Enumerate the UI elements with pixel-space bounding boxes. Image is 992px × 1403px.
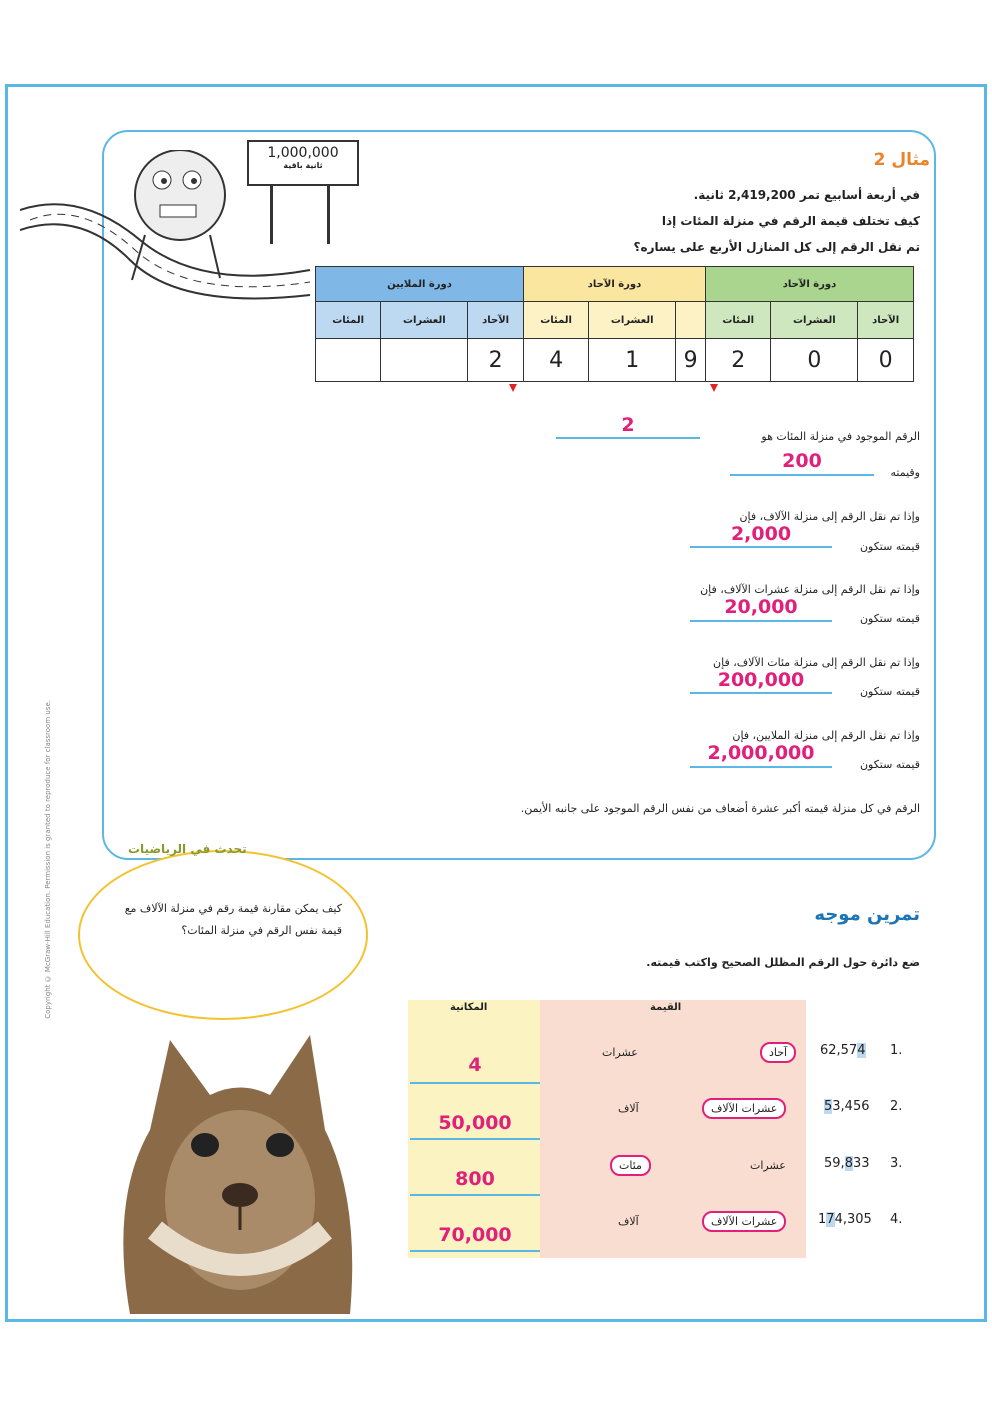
- exercise-number: [820, 1043, 866, 1058]
- exercise-label: 3.: [890, 1156, 903, 1171]
- digit-cell: 1: [589, 339, 676, 382]
- guided-instruction: ضع دائرة حول الرقم المظلل الصحيح واكتب قيمته.: [646, 956, 920, 969]
- number-part: 62,57: [820, 1043, 858, 1058]
- option[interactable]: آلاف: [618, 1102, 639, 1115]
- statement-text: وإذا تم نقل الرقم إلى منزلة الآلاف، فإن: [739, 510, 920, 523]
- guided-practice-title: تمرين موجه: [814, 904, 920, 925]
- highlighted-digit: 8: [844, 1156, 853, 1171]
- group-header: دورة الآحاد: [706, 267, 914, 302]
- answer: 20,000: [724, 596, 798, 618]
- highlighted-digit: 7: [826, 1212, 835, 1227]
- exercise-label: 4.: [890, 1212, 903, 1227]
- example-title: مثال 2: [873, 150, 930, 170]
- place-value-chart: [315, 266, 914, 382]
- answer: 800: [455, 1168, 495, 1190]
- column-header: العشرات: [771, 302, 858, 339]
- column-header: المئات: [316, 302, 381, 339]
- answer-line: [690, 620, 832, 622]
- column-header: العشرات: [381, 302, 468, 339]
- answer: 200: [782, 450, 822, 472]
- example-line-1: في أربعة أسابيع تمر 2,419,200 ثانية.: [693, 188, 920, 202]
- example-line-2: كيف تختلف قيمة الرقم في منزلة المئات إذا: [661, 214, 920, 228]
- column-header: العشرات: [589, 302, 676, 339]
- exercise-number: [818, 1212, 872, 1227]
- exercise-number: [824, 1099, 870, 1114]
- group-header: دورة الآحاد: [523, 267, 705, 302]
- answer: 200,000: [717, 669, 805, 691]
- highlighted-digit: 4: [857, 1043, 866, 1058]
- comma-marker: [509, 384, 517, 392]
- answer: 2,000: [730, 523, 792, 545]
- group-header: دورة الملايين: [316, 267, 524, 302]
- statement-text: وإذا تم نقل الرقم إلى منزلة الملايين، فإن: [732, 729, 920, 742]
- answer-line: [410, 1138, 540, 1140]
- digit-cell: 2: [706, 339, 771, 382]
- comma-marker: [710, 384, 718, 392]
- side-credit: Copyright © McGraw-Hill Education. Permission is granted to reproduce for classroom use.: [44, 700, 52, 1019]
- number-part: 33: [852, 1156, 870, 1171]
- statement-text: وإذا تم نقل الرقم إلى منزلة مئات الآلاف، فإن: [713, 656, 920, 669]
- answer: 2: [621, 414, 635, 436]
- highlighted-digit: 5: [824, 1099, 833, 1114]
- column-header: المئات: [706, 302, 771, 339]
- option-circled[interactable]: عشرات الآلاف: [702, 1098, 786, 1119]
- column-header: الآحاد: [858, 302, 914, 339]
- exercise-number: [824, 1156, 870, 1171]
- col-header-value: القيمة: [650, 1002, 682, 1013]
- option[interactable]: عشرات: [750, 1159, 786, 1172]
- digit-cell: 2: [468, 339, 524, 382]
- digit-cell: 9: [676, 339, 706, 382]
- conclusion: الرقم في كل منزلة قيمته أكبر عشرة أضعاف من نفس الرقم الموجود على جانبه الأيمن.: [520, 802, 920, 815]
- answer: 50,000: [438, 1112, 512, 1134]
- statement-text: الرقم الموجود في منزلة المئات هو: [761, 430, 920, 443]
- sign-number: 1,000,000: [267, 145, 339, 161]
- bubble-text: كيف يمكن مقارنة قيمة رقم في منزلة الآلاف مع قيمة نفس الرقم في منزلة المئات؟: [124, 902, 342, 937]
- statement-text: وقيمته: [890, 466, 920, 479]
- statement-text: قيمته ستكون: [859, 758, 920, 771]
- number-part: 3,456: [832, 1099, 870, 1114]
- digit-cell: [316, 339, 381, 382]
- statement-text: وإذا تم نقل الرقم إلى منزلة عشرات الآلاف، فإن: [700, 583, 920, 596]
- digit-cell: 4: [523, 339, 588, 382]
- number-part: 4,305: [834, 1212, 872, 1227]
- answer-line: [410, 1082, 540, 1084]
- answer-line: [690, 692, 832, 694]
- bubble-heading: تحدث في الرياضيات: [128, 842, 247, 856]
- answer: 2,000,000: [707, 742, 815, 764]
- option-circled[interactable]: آحاد: [760, 1042, 796, 1063]
- statement-text: قيمته ستكون: [859, 540, 920, 553]
- answer-line: [556, 437, 700, 439]
- sign-post: [327, 186, 330, 244]
- example-line-3: تم نقل الرقم إلى كل المنازل الأربع على يساره؟: [633, 240, 920, 254]
- answer-line: [690, 766, 832, 768]
- answer-line: [690, 546, 832, 548]
- sign-post: [270, 186, 273, 244]
- number-part: 59,: [824, 1156, 845, 1171]
- statement-text: قيمته ستكون: [859, 685, 920, 698]
- option-circled[interactable]: عشرات الآلاف: [702, 1211, 786, 1232]
- column-header: المئات: [523, 302, 588, 339]
- option[interactable]: آلاف: [618, 1215, 639, 1228]
- chipmunk-illustration: [90, 1000, 380, 1314]
- answer: 4: [468, 1054, 482, 1076]
- col-header-place: المكانية: [450, 1002, 488, 1013]
- countdown-sign: [247, 140, 359, 186]
- exercise-label: 2.: [890, 1099, 903, 1114]
- answer-line: [410, 1250, 540, 1252]
- digit-cell: 0: [771, 339, 858, 382]
- option-circled[interactable]: مئات: [610, 1155, 651, 1176]
- digit-cell: 0: [858, 339, 914, 382]
- number-part: 1: [818, 1212, 827, 1227]
- answer: 70,000: [438, 1224, 512, 1246]
- digit-cell: [381, 339, 468, 382]
- statement-text: قيمته ستكون: [859, 612, 920, 625]
- option[interactable]: عشرات: [602, 1046, 638, 1059]
- column-header: [676, 302, 706, 339]
- sign-caption: ثانية باقية: [283, 161, 323, 170]
- exercise-label: 1.: [890, 1043, 903, 1058]
- answer-line: [410, 1194, 540, 1196]
- column-header: الآحاد: [468, 302, 524, 339]
- answer-line: [730, 474, 874, 476]
